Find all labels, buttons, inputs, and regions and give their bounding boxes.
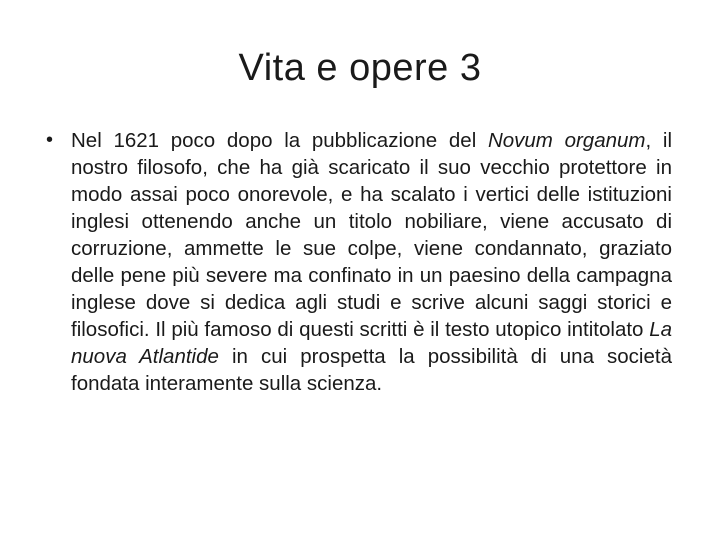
slide-content (46, 127, 672, 397)
slide-title: Vita e opere 3 (238, 47, 482, 89)
paragraph-text-3: in cui prospetta la possibilità di una società fondata interamente sulla scienza. (71, 345, 672, 395)
paragraph-text-1: Nel 1621 poco dopo la pubblicazione del (71, 129, 488, 152)
book-title-nuova-atlantide: La nuova Atlantide (71, 318, 672, 368)
book-title-novum-organum: Novum organum (487, 129, 646, 152)
bullet-item (46, 127, 672, 397)
paragraph-text-2: , il nostro filosofo, che ha già scaricato il suo vecchio protettore in modo assai poco onorevole, e ha scalato i vertici delle istituzioni inglesi ottenendo anche un titolo nobiliare, viene accusato di corruzione, ammette le sue colpe, viene condannato, graziato delle pene più severe ma confinato in un paesino della campagna inglese dove si dedica agli studi e scrive alcuni saggi storici e filosofici. Il più famoso di questi scritti è il testo utopico intitolato (71, 129, 672, 341)
bullet-icon: • (46, 129, 54, 151)
bullet-paragraph (71, 127, 672, 397)
